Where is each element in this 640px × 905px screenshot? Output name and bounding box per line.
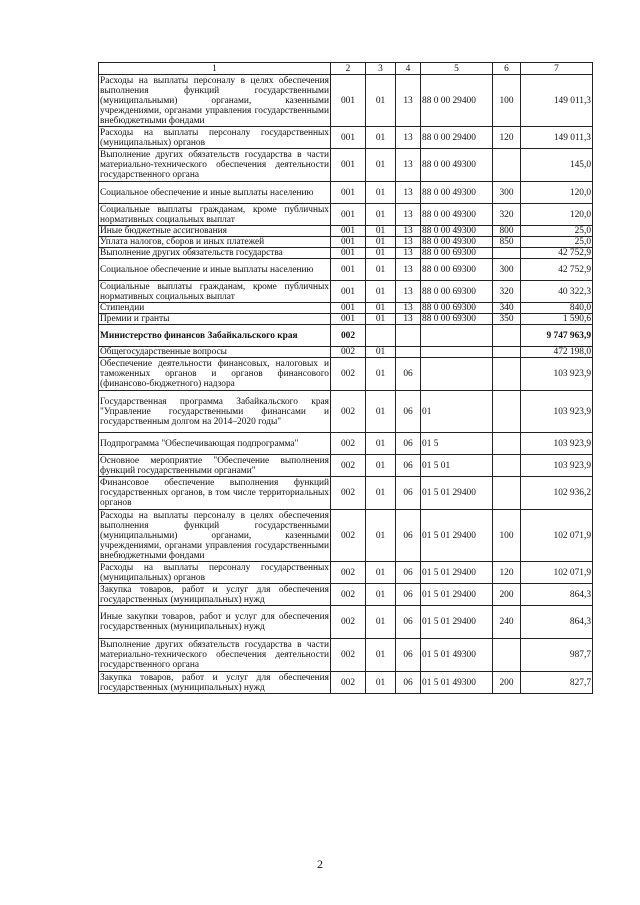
row-description: Социальное обеспечение и иные выплаты населению [99,259,331,281]
table-row [99,433,593,455]
table-row [99,672,593,694]
target-article-code [421,358,493,391]
table-row [99,477,593,510]
target-article-code: 88 0 00 69300 [421,314,493,325]
column-header: 5 [421,63,493,75]
section-code: 01 [366,204,396,226]
amount-value: 120,0 [521,182,593,204]
section-code: 01 [366,584,396,606]
table-row [99,325,593,347]
ministry-code: 002 [331,584,366,606]
expense-type-code [493,477,521,510]
ministry-code: 002 [331,477,366,510]
section-code [366,325,396,347]
row-description: Государственная программа Забайкальского края "Управление государственными финансами и государственным долгом на 2014–2020 годы" [99,391,331,433]
row-description: Социальные выплаты гражданам, кроме публичных нормативных социальных выплат [100,281,329,302]
target-article-code [421,347,493,358]
subsection-code: 06 [396,672,421,694]
table-row [99,606,593,639]
section-code: 01 [366,562,396,584]
target-article-code: 01 5 01 29400 [421,510,493,562]
amount-value: 25,0 [521,226,593,237]
column-header: 3 [366,63,396,75]
row-description: Расходы на выплаты персоналу государственных (муниципальных) органов [100,562,329,583]
ministry-code: 001 [331,259,366,281]
ministry-code: 001 [331,237,366,248]
row-description: Социальное обеспечение и иные выплаты населению [99,182,331,204]
amount-value: 102 071,9 [521,510,593,562]
target-article-code: 88 0 00 69300 [421,303,493,314]
section-code: 01 [366,226,396,237]
expense-type-code: 200 [493,584,521,606]
expense-type-code: 350 [493,314,521,325]
table-row [99,391,593,433]
subsection-code: 06 [396,639,421,672]
target-article-code: 01 5 01 29400 [421,606,493,639]
target-article-code: 88 0 00 29400 [421,127,493,149]
target-article-code: 01 [421,391,493,433]
target-article-code: 01 5 01 49300 [421,672,493,694]
row-description: Премии и гранты [99,314,331,325]
table-row [99,75,593,127]
amount-value: 472 198,0 [521,347,593,358]
subsection-code: 06 [396,606,421,639]
column-header: 6 [493,63,521,75]
amount-value: 120,0 [521,204,593,226]
ministry-code: 002 [331,606,366,639]
amount-value: 102 071,9 [521,562,593,584]
subsection-code: 13 [396,75,421,127]
ministry-code: 001 [331,182,366,204]
page-number: 2 [317,857,323,871]
table-row [99,584,593,606]
ministry-code: 001 [331,314,366,325]
row-description: Обеспечение деятельности финансовых, налоговых и таможенных органов и органов финансового (финансово-бюджетного) надзора [100,359,329,389]
ministry-code: 002 [331,391,366,433]
expense-type-code: 800 [493,226,521,237]
section-code: 01 [366,347,396,358]
column-header: 1 [99,63,331,75]
section-code: 01 [366,606,396,639]
row-description: Стипендии [99,303,331,314]
expense-type-code [493,248,521,259]
amount-value: 103 923,9 [521,391,593,433]
table-row [99,182,593,204]
section-code: 01 [366,127,396,149]
amount-value: 25,0 [521,237,593,248]
target-article-code: 01 5 01 [421,455,493,477]
table-header-row [99,63,593,75]
ministry-code: 001 [331,204,366,226]
ministry-code: 001 [331,303,366,314]
expense-type-code: 850 [493,237,521,248]
row-description: Выполнение других обязательств государства в части материально-технического обеспечения деятельности государственного органа [100,150,329,180]
column-header: 2 [331,63,366,75]
target-article-code: 01 5 01 29400 [421,562,493,584]
expense-type-code: 320 [493,204,521,226]
ministry-code: 001 [331,75,366,127]
subsection-code: 13 [396,204,421,226]
subsection-code: 06 [396,433,421,455]
row-description: Закупка товаров, работ и услуг для обеспечения государственных (муниципальных) нужд [100,672,329,693]
ministry-code: 002 [331,455,366,477]
expense-type-code: 120 [493,562,521,584]
target-article-code: 01 5 01 29400 [421,584,493,606]
table-row [99,127,593,149]
table-row [99,226,593,237]
expense-type-code [493,325,521,347]
expense-type-code [493,358,521,391]
table-row [99,639,593,672]
section-code: 01 [366,149,396,182]
section-code: 01 [366,672,396,694]
amount-value: 103 923,9 [521,358,593,391]
amount-value: 987,7 [521,639,593,672]
table-row [99,303,593,314]
target-article-code: 01 5 01 49300 [421,639,493,672]
budget-table [98,62,593,694]
amount-value: 9 747 963,9 [521,325,593,347]
subsection-code: 13 [396,127,421,149]
subsection-code: 06 [396,562,421,584]
table-row [99,248,593,259]
section-code: 01 [366,281,396,303]
section-code: 01 [366,455,396,477]
subsection-code: 13 [396,281,421,303]
target-article-code: 88 0 00 29400 [421,75,493,127]
ministry-code: 002 [331,325,366,347]
ministry-code: 001 [331,127,366,149]
subsection-code: 06 [396,477,421,510]
amount-value: 103 923,9 [521,433,593,455]
row-description: Общегосударственные вопросы [99,347,331,358]
section-code: 01 [366,639,396,672]
target-article-code [421,325,493,347]
table-row [99,259,593,281]
amount-value: 42 752,9 [521,259,593,281]
amount-value: 145,0 [521,149,593,182]
target-article-code: 88 0 00 69300 [421,281,493,303]
row-description: Расходы на выплаты персоналу в целях обеспечения выполнения функций государственными (муниципальными) органами, казенными учреждениями, органами управления государственными внебюджетными фондами [100,75,329,126]
amount-value: 103 923,9 [521,455,593,477]
table-row [99,358,593,391]
section-code: 01 [366,314,396,325]
subsection-code: 13 [396,248,421,259]
expense-type-code: 120 [493,127,521,149]
expense-type-code: 320 [493,281,521,303]
expense-type-code: 200 [493,672,521,694]
amount-value: 864,3 [521,584,593,606]
row-description: Основное мероприятие "Обеспечение выполнения функций государственными органами" [100,455,329,476]
expense-type-code: 340 [493,303,521,314]
subsection-code: 06 [396,358,421,391]
table-row [99,149,593,182]
table-row [99,314,593,325]
expense-type-code [493,347,521,358]
subsection-code: 13 [396,149,421,182]
subsection-code: 13 [396,303,421,314]
subsection-code: 13 [396,182,421,204]
amount-value: 864,3 [521,606,593,639]
section-code: 01 [366,477,396,510]
table-row [99,281,593,303]
column-header: 7 [521,63,593,75]
section-code: 01 [366,237,396,248]
amount-value: 42 752,9 [521,248,593,259]
row-description: Иные бюджетные ассигнования [99,226,331,237]
subsection-code: 13 [396,237,421,248]
section-code: 01 [366,391,396,433]
expense-type-code: 300 [493,182,521,204]
table-row [99,347,593,358]
amount-value: 149 011,3 [521,75,593,127]
target-article-code: 88 0 00 69300 [421,259,493,281]
subsection-code [396,347,421,358]
table-row [99,455,593,477]
section-code: 01 [366,358,396,391]
row-description: Уплата налогов, сборов и иных платежей [99,237,331,248]
section-code: 01 [366,259,396,281]
target-article-code: 88 0 00 49300 [421,237,493,248]
target-article-code: 88 0 00 49300 [421,226,493,237]
amount-value: 840,0 [521,303,593,314]
section-code: 01 [366,510,396,562]
target-article-code: 88 0 00 49300 [421,204,493,226]
ministry-code: 001 [331,248,366,259]
ministry-code: 002 [331,510,366,562]
ministry-code: 002 [331,672,366,694]
table-row [99,562,593,584]
amount-value: 40 322,3 [521,281,593,303]
subsection-code: 13 [396,259,421,281]
table-row [99,237,593,248]
row-description: Министерство финансов Забайкальского края [99,325,331,347]
ministry-code: 002 [331,358,366,391]
subsection-code: 06 [396,584,421,606]
expense-type-code [493,433,521,455]
expense-type-code: 100 [493,510,521,562]
expense-type-code: 240 [493,606,521,639]
subsection-code: 06 [396,510,421,562]
ministry-code: 002 [331,562,366,584]
subsection-code [396,325,421,347]
section-code: 01 [366,248,396,259]
target-article-code: 88 0 00 69300 [421,248,493,259]
row-description: Закупка товаров, работ и услуг для обеспечения государственных (муниципальных) нужд [100,584,329,605]
table-row [99,510,593,562]
section-code: 01 [366,303,396,314]
section-code: 01 [366,182,396,204]
target-article-code: 01 5 01 29400 [421,477,493,510]
ministry-code: 001 [331,281,366,303]
expense-type-code: 100 [493,75,521,127]
ministry-code: 001 [331,149,366,182]
amount-value: 1 590,6 [521,314,593,325]
subsection-code: 13 [396,314,421,325]
amount-value: 102 936,2 [521,477,593,510]
row-description: Иные закупки товаров, работ и услуг для обеспечения государственных (муниципальных) нужд [99,606,331,639]
subsection-code: 06 [396,391,421,433]
subsection-code: 13 [396,226,421,237]
row-description: Подпрограмма "Обеспечивающая подпрограмма" [99,433,331,455]
ministry-code: 002 [331,639,366,672]
expense-type-code [493,455,521,477]
expense-type-code [493,639,521,672]
ministry-code: 002 [331,433,366,455]
expense-type-code: 300 [493,259,521,281]
target-article-code: 88 0 00 49300 [421,182,493,204]
target-article-code: 01 5 [421,433,493,455]
column-header: 4 [396,63,421,75]
ministry-code: 001 [331,226,366,237]
row-description: Расходы на выплаты персоналу государственных (муниципальных) органов [100,127,329,148]
row-description: Выполнение других обязательств государства [99,248,331,259]
section-code: 01 [366,433,396,455]
amount-value: 149 011,3 [521,127,593,149]
row-description: Выполнение других обязательств государства в части материально-технического обеспечения деятельности государственного органа [100,640,329,670]
row-description: Социальные выплаты гражданам, кроме публичных нормативных социальных выплат [100,204,329,225]
amount-value: 827,7 [521,672,593,694]
section-code: 01 [366,75,396,127]
row-description: Финансовое обеспечение выполнения функций государственных органов, в том числе территориальных органов [100,478,329,508]
ministry-code: 002 [331,347,366,358]
expense-type-code [493,149,521,182]
table-row [99,204,593,226]
subsection-code: 06 [396,455,421,477]
row-description: Расходы на выплаты персоналу в целях обеспечения выполнения функций государственными (муниципальными) органами, казенными учреждениями, органами управления государственными внебюджетными фондами [100,510,329,561]
expense-type-code [493,391,521,433]
target-article-code: 88 0 00 49300 [421,149,493,182]
